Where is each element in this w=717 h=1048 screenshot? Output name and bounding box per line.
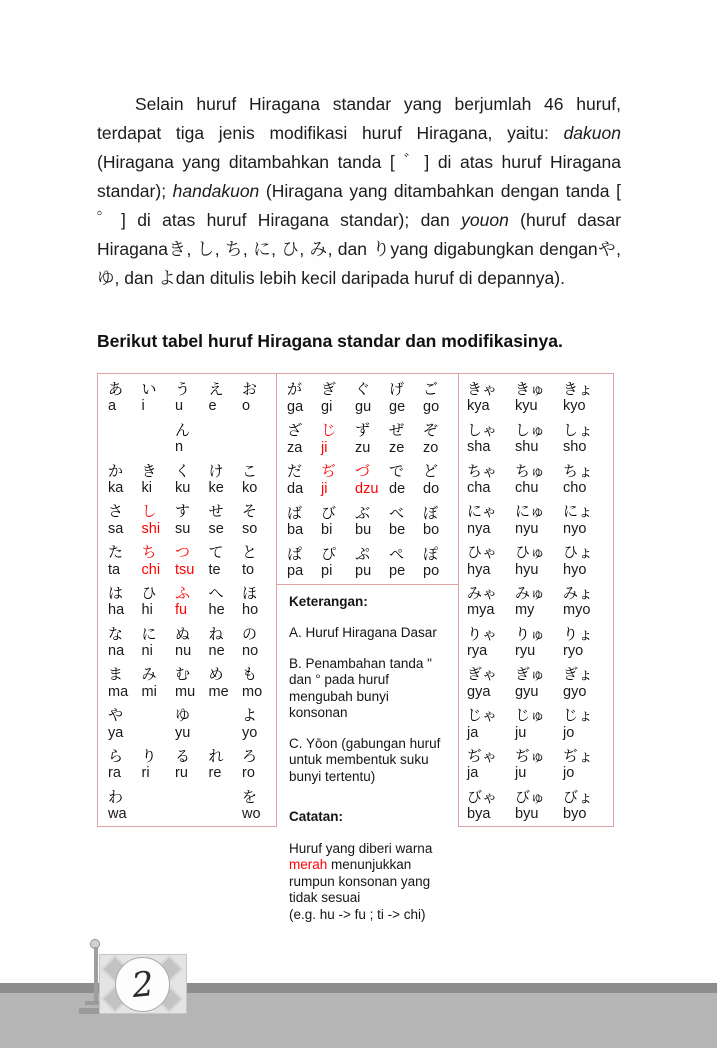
kana-cell: じょ (563, 707, 594, 725)
kana-cell: げ (389, 381, 405, 398)
romaji-cell: po (423, 563, 440, 580)
romaji-cell: be (389, 522, 406, 539)
romaji-cell: nu (175, 643, 192, 660)
kana-cell: しゅ (515, 421, 546, 439)
kana-cell: き (141, 462, 157, 480)
kana-cell: で (389, 463, 405, 481)
kana-cell: べ (389, 504, 405, 522)
romaji-cell: kya (467, 398, 490, 415)
kana-cell: ぞ (423, 422, 439, 440)
kana-cell: りゃ (467, 625, 498, 643)
romaji-cell: rya (467, 643, 488, 660)
romaji-cell: a (108, 398, 117, 415)
kana-cell: みゅ (515, 584, 546, 602)
kana-cell (175, 786, 209, 806)
romaji-cell: byo (563, 806, 587, 823)
romaji-cell: gi (321, 398, 333, 415)
romaji-cell: mu (175, 683, 196, 700)
romaji-cell: hyo (563, 561, 587, 578)
dakuon-handakuon-table (277, 374, 458, 585)
kana-cell: ろ (242, 748, 258, 766)
kana-cell: つ (175, 544, 191, 562)
youon-table (459, 373, 614, 827)
romaji-cell: so (242, 520, 258, 537)
flagpole (94, 947, 98, 1003)
romaji-cell: he (208, 602, 225, 619)
romaji-cell: mya (467, 602, 495, 619)
basic-hiragana-table (97, 373, 277, 827)
kana-cell: よ (242, 707, 258, 725)
kana-cell: ちょ (563, 462, 594, 480)
kana-cell: ひ (141, 584, 157, 602)
romaji-cell: mo (242, 683, 263, 700)
kana-cell (142, 786, 176, 806)
text-run: Selain huruf Hiragana standar yang berjumlah 46 huruf, terdapat tiga jenis modifikasi huruf Hiragana, yaitu: (97, 94, 621, 143)
italic-term: handakuon (172, 181, 260, 201)
romaji-cell: se (208, 520, 224, 537)
kana-cell: ぷ (355, 545, 371, 563)
romaji-cell: ge (389, 398, 406, 415)
table-middle-column (277, 373, 459, 922)
kana-cell: ち (141, 544, 157, 562)
romaji-cell: gyu (515, 683, 539, 700)
kana-cell: く (175, 462, 191, 480)
romaji-cell: ga (287, 398, 304, 415)
romaji-cell: wo (242, 806, 261, 823)
romaji-cell: ha (108, 602, 125, 619)
romaji-cell: shu (515, 439, 539, 456)
romaji-cell: go (423, 398, 440, 415)
kana-cell: ご (423, 381, 439, 398)
romaji-cell: ni (141, 643, 153, 660)
kana-cell: じ (321, 422, 337, 440)
romaji-cell: bo (423, 522, 440, 539)
kana-cell: ら (108, 748, 124, 766)
kana-cell: し (141, 503, 157, 521)
romaji-cell: ya (108, 724, 124, 741)
kana-cell: み (141, 666, 157, 684)
romaji-cell: ro (242, 765, 255, 782)
text-run: (huruf dasar Hiraganaき, し, ち, に, ひ, み, dan りyang digabungkan denganや, ゆ, dan よdan ditulis lebih kecil daripada huruf di depannya). (97, 210, 621, 288)
romaji-cell: ze (389, 439, 405, 456)
romaji-cell: no (242, 643, 259, 660)
kana-cell (142, 704, 176, 724)
romaji-cell: nyo (563, 520, 587, 537)
kana-cell: ちゃ (467, 462, 498, 480)
kana-cell: は (108, 584, 124, 602)
romaji-cell: zo (423, 439, 439, 456)
romaji-cell: o (242, 398, 251, 415)
kana-cell: す (175, 503, 191, 521)
kana-cell: ぎ (321, 381, 337, 398)
romaji-cell: bu (355, 522, 372, 539)
note-title: Catatan: (289, 809, 344, 825)
kana-cell: みょ (563, 584, 594, 602)
romaji-cell: dzu (355, 480, 379, 497)
romaji-cell: cha (467, 479, 491, 496)
page-number-badge (115, 957, 170, 1012)
kana-cell: ぴ (321, 545, 337, 563)
kana-cell: にゃ (467, 503, 497, 521)
kana-cell: ぎゅ (515, 666, 546, 684)
kana-cell: け (208, 462, 224, 480)
romaji-cell: u (175, 398, 184, 415)
romaji-cell (108, 439, 142, 459)
kana-cell: だ (287, 463, 303, 481)
romaji-cell: to (242, 561, 255, 578)
note-example: (e.g. hu -> fu ; ti -> chi) (289, 906, 426, 922)
romaji-cell: ju (515, 724, 527, 741)
romaji-cell: ru (175, 765, 188, 782)
kana-cell: ぶ (355, 504, 371, 522)
romaji-cell: ta (108, 561, 121, 578)
romaji-cell: yo (242, 724, 258, 741)
romaji-cell: ja (467, 765, 479, 782)
kana-cell: ぼ (423, 504, 439, 522)
kana-cell: しゃ (467, 421, 498, 439)
kana-cell: た (108, 544, 124, 562)
romaji-cell: gu (355, 398, 372, 415)
romaji-cell: ne (208, 643, 225, 660)
romaji-cell: hyu (515, 561, 539, 578)
romaji-cell: nyu (515, 520, 539, 537)
kana-cell: ひょ (563, 544, 594, 562)
kana-cell: ぢゃ (467, 748, 498, 766)
kana-cell: びゃ (467, 788, 498, 806)
romaji-cell (209, 725, 243, 745)
kana-cell: わ (108, 788, 124, 806)
romaji-cell (209, 806, 243, 826)
romaji-cell: hi (141, 602, 153, 619)
romaji-cell: jo (563, 765, 575, 782)
kana-cell: が (287, 381, 303, 398)
romaji-cell: ryo (563, 643, 584, 660)
italic-term: dakuon (563, 123, 621, 143)
romaji-cell (142, 725, 176, 745)
romaji-cell: sa (108, 520, 124, 537)
romaji-cell: zu (355, 439, 371, 456)
romaji-cell: me (208, 683, 229, 700)
kana-cell: ず (355, 422, 371, 440)
romaji-cell: ku (175, 479, 191, 496)
romaji-cell: ke (208, 479, 224, 496)
romaji-cell: ji (321, 480, 328, 497)
page-number: 2 (129, 963, 156, 1006)
table-heading: Berikut tabel huruf Hiragana standar dan modifikasinya. (97, 331, 563, 351)
kana-cell: しょ (563, 421, 594, 439)
kana-cell: ひゅ (515, 544, 546, 562)
kana-cell: ぬ (175, 625, 191, 643)
kana-cell: こ (242, 462, 258, 480)
romaji-cell: da (287, 480, 304, 497)
romaji-cell: ri (141, 765, 150, 782)
romaji-cell: fu (175, 602, 188, 619)
kana-cell: ど (423, 463, 439, 481)
kana-cell: ゆ (175, 707, 191, 725)
romaji-cell: do (423, 480, 440, 497)
kana-cell: か (108, 462, 124, 480)
romaji-cell: sho (563, 439, 587, 456)
text-run: Huruf yang diberi warna (289, 840, 433, 856)
romaji-cell (242, 439, 276, 459)
kana-cell: む (175, 666, 191, 684)
kana-cell: お (242, 381, 258, 398)
kana-cell: そ (242, 503, 258, 521)
page-number-flag (99, 954, 187, 1014)
kana-cell: を (242, 788, 258, 806)
kana-cell: ぺ (389, 545, 405, 563)
romaji-cell: gyo (563, 683, 587, 700)
romaji-cell: sha (467, 439, 491, 456)
kana-cell (242, 419, 276, 439)
kana-cell: じゅ (515, 707, 546, 725)
note-text (289, 841, 448, 907)
kana-cell: に (141, 625, 157, 643)
kana-cell: ちゅ (515, 462, 546, 480)
kana-cell: ぎょ (563, 666, 594, 684)
romaji-cell (142, 806, 176, 826)
kana-cell: にょ (563, 503, 593, 521)
kana-cell: の (242, 625, 258, 643)
kana-cell: ふ (175, 584, 191, 602)
kana-cell: きょ (563, 381, 594, 398)
kana-cell: ぢょ (563, 748, 594, 766)
kana-cell: びゅ (515, 788, 546, 806)
text-run: menunjukkan rumpun konsonan yang tidak sesuai (289, 857, 431, 906)
kana-cell: へ (208, 584, 224, 602)
romaji-cell: mi (141, 683, 157, 700)
romaji-cell: gya (467, 683, 491, 700)
kana-cell (209, 419, 243, 439)
romaji-cell: i (141, 398, 145, 415)
red-term: merah (289, 857, 328, 873)
romaji-cell: bya (467, 806, 491, 823)
kana-cell: や (108, 707, 124, 725)
kana-cell: な (108, 625, 124, 643)
romaji-cell: wa (108, 806, 127, 823)
kana-cell: きゅ (515, 381, 546, 398)
romaji-cell: na (108, 643, 125, 660)
romaji-cell: ju (515, 765, 527, 782)
romaji-cell: ja (467, 724, 479, 741)
romaji-cell: ko (242, 479, 258, 496)
text-run: (Hiragana yang ditambahkan dengan tanda [ ゜] di atas huruf Hiragana standar); dan (97, 181, 621, 230)
kana-cell: りょ (563, 625, 594, 643)
legend-title: Keterangan: (289, 593, 368, 609)
legend-item: B. Penambahan tanda " dan ° pada huruf mengubah bunyi konsonan (289, 655, 432, 721)
romaji-cell: ki (141, 479, 152, 496)
kana-cell: る (175, 748, 191, 766)
kana-cell: みゃ (467, 584, 498, 602)
romaji-cell: kyo (563, 398, 586, 415)
romaji-cell: tsu (175, 561, 195, 578)
romaji-cell: ryu (515, 643, 536, 660)
kana-cell: め (208, 666, 224, 684)
romaji-cell: yu (175, 724, 191, 741)
romaji-cell: ma (108, 683, 129, 700)
romaji-cell (175, 806, 209, 826)
legend-item: A. Huruf Hiragana Dasar (289, 625, 437, 641)
kana-cell: ぢ (321, 463, 337, 481)
romaji-cell: byu (515, 806, 539, 823)
romaji-cell: hya (467, 561, 491, 578)
kana-cell: れ (208, 748, 224, 766)
romaji-cell: nya (467, 520, 491, 537)
kana-cell: ば (287, 504, 303, 522)
romaji-cell: shi (141, 520, 161, 537)
kana-cell: ぜ (389, 422, 405, 440)
kana-cell: ひゃ (467, 544, 498, 562)
romaji-cell: ho (242, 602, 259, 619)
romaji-cell: te (208, 561, 221, 578)
kana-cell: せ (208, 503, 224, 521)
romaji-cell: pa (287, 563, 304, 580)
romaji-cell: ba (287, 522, 304, 539)
romaji-cell (142, 439, 176, 459)
romaji-cell: ka (108, 479, 124, 496)
kana-cell: ほ (242, 584, 258, 602)
kana-cell: え (208, 381, 224, 398)
kana-cell (142, 419, 176, 439)
kana-cell: ぽ (423, 545, 439, 563)
kana-cell: い (141, 381, 157, 398)
italic-term: youon (461, 210, 509, 230)
romaji-cell: bi (321, 522, 333, 539)
romaji-cell: my (515, 602, 535, 619)
kana-cell: て (208, 544, 224, 562)
kana-cell: と (242, 544, 258, 562)
kana-cell: び (321, 504, 337, 522)
romaji-cell: de (389, 480, 406, 497)
kana-cell (209, 786, 243, 806)
romaji-cell: e (208, 398, 217, 415)
romaji-cell: kyu (515, 398, 538, 415)
kana-cell: あ (108, 381, 124, 398)
romaji-cell: cho (563, 479, 587, 496)
romaji-cell: pu (355, 563, 372, 580)
kana-cell: も (242, 666, 258, 684)
kana-cell: ざ (287, 422, 303, 440)
kana-cell: り (141, 748, 157, 766)
romaji-cell: jo (563, 724, 575, 741)
romaji-cell: pe (389, 563, 406, 580)
kana-cell: ん (175, 421, 191, 439)
kana-cell (209, 704, 243, 724)
text-run: (Hiragana yang ditambahkan tanda [ ゛] di atas huruf Hiragana standar); (97, 152, 621, 201)
kana-cell (108, 419, 142, 439)
kana-cell: づ (355, 463, 371, 481)
kana-cell: びょ (563, 788, 594, 806)
romaji-cell (209, 439, 243, 459)
romaji-cell: myo (563, 602, 591, 619)
intro-paragraph (97, 90, 621, 293)
romaji-cell: n (175, 439, 184, 456)
kana-cell: ね (208, 625, 224, 643)
romaji-cell: pi (321, 563, 333, 580)
kana-cell: きゃ (467, 381, 498, 398)
romaji-cell: re (208, 765, 222, 782)
kana-cell: ぐ (355, 381, 371, 398)
kana-cell: ぢゅ (515, 748, 546, 766)
romaji-cell: chu (515, 479, 539, 496)
hiragana-table (97, 373, 614, 922)
romaji-cell: ji (321, 439, 328, 456)
romaji-cell: su (175, 520, 191, 537)
kana-cell: ま (108, 666, 124, 684)
kana-cell: りゅ (515, 625, 546, 643)
kana-cell: にゅ (515, 503, 545, 521)
legend-item: C. Yōon (gabungan huruf untuk membentuk suku bunyi tertentu) (289, 735, 441, 784)
kana-cell: じゃ (467, 707, 498, 725)
romaji-cell: chi (141, 561, 161, 578)
romaji-cell: ra (108, 765, 121, 782)
kana-cell: ぎゃ (467, 666, 498, 684)
kana-cell: ぱ (287, 545, 303, 563)
legend-items (289, 625, 448, 785)
kana-cell: さ (108, 503, 124, 521)
legend-box (277, 585, 458, 924)
romaji-cell: za (287, 439, 303, 456)
kana-cell: う (175, 381, 191, 398)
